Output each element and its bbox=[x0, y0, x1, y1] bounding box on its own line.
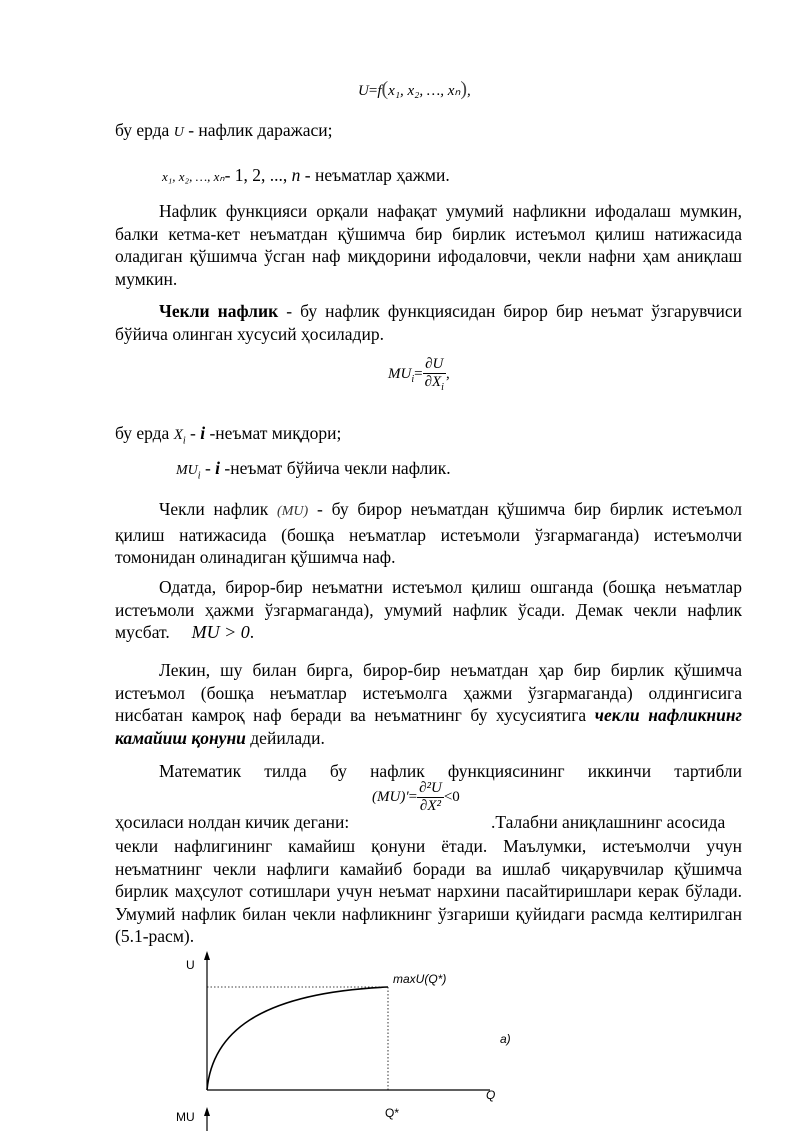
paragraph-second-derivative-rest: чекли нафлигининг камайиш қонуни ётади. Маълумки, истеъмолчи учун неъматнинг чекли нафлиги камайиб боради ва ишлаб чиқарувчилар қўшимча бирлик маҳсулот сотишлари учун неъмат нархини пасайтиришлари керак бўлади. Умумий нафлик билан чекли нафликнинг ўзгариши қуйидаги расмда келтирилган (5.1-расм). bbox=[115, 836, 742, 946]
y-axis-mu-label: MU bbox=[176, 1110, 195, 1124]
paragraph-diminishing-law: Лекин, шу билан бирга, бирор-бир неъматдан ҳар бир бирлик қўшимча истеъмол (бошқа неъматлар истеъмолга ҳажми ўзгармаганда) олдингисига нисбатан камроқ наф беради ва неъматнинг бу хусусиятига чекли нафликнинг камайиш қонуни дейилади. bbox=[115, 660, 742, 748]
definition-u: бу ерда U - нафлик даражаси; bbox=[115, 120, 333, 140]
utility-figure-axes bbox=[207, 953, 490, 1131]
utility-figure bbox=[160, 945, 540, 1131]
paragraph-marginal-utility-definition: Чекли нафлик - бу нафлик функциясидан бирор бир неъмат ўзгарувчиси бўйича олинган хусусий ҳосиладир. bbox=[115, 301, 742, 344]
definition-x: x₁, x₂, …, xₙ- 1, 2, ..., n - неъматлар ҳажми. bbox=[162, 165, 450, 185]
x-axis-q-label: Q bbox=[486, 1088, 496, 1102]
second-derivative-formula: (MU)′= $\frac{\text{∂²U}}{\text{∂X²}}$ <0 bbox=[372, 780, 460, 814]
paragraph-utility-function: Нафлик функцияси орқали нафақат умумий нафликни ифодалаш мумкин, балки кетма-кет неъматдан қўшимча бир бирлик истеъмол қилиш натижасида оладиган қўшимча ўсган наф миқдорини ифодаловчи, чекли нафни ҳам аниқлаш мумкин. bbox=[115, 201, 742, 289]
marginal-utility-formula: $MU_i=$ $\frac{\partial U}{\partial X_i}$ , bbox=[388, 356, 450, 393]
y-axis-u-arrow bbox=[204, 951, 210, 960]
paragraph-positive-marginal-utility: Одатда, бирор-бир неъматни истеъмол қилиш ошганда (бошқа неъматлар истеъмоли ҳажми ўзгармаганда), умумий нафлик ўсади. Демак чекли нафлик мусбат. MU > 0. bbox=[115, 577, 742, 642]
y-axis-mu-arrow bbox=[204, 1107, 210, 1116]
definition-xi: бу ерда $X_i$ - i -неъмат миқдори; bbox=[115, 423, 342, 447]
max-utility-label: maxU(Q*) bbox=[393, 972, 447, 986]
paragraph-marginal-utility-meaning: Чекли нафлик (MU) - бу бирор неъматдан қўшимча бир бирлик истеъмол қилиш натижасида (бошқа неъматлар истеъмоли ўзгармаганда) истеъмолчи томонидан олинадиган қўшимча наф. bbox=[115, 499, 743, 567]
panel-label: a) bbox=[500, 1032, 511, 1046]
qstar-label: Q* bbox=[385, 1106, 400, 1120]
y-axis-u-label: U bbox=[186, 958, 195, 972]
definition-mui: $MU_i$ - i -неъмат бўйича чекли нафлик. bbox=[176, 458, 451, 482]
total-utility-curve bbox=[207, 987, 388, 1090]
utility-function-formula: U=f(x₁, x₂, …, xₙ), bbox=[358, 78, 471, 100]
paragraph-second-derivative-line2a: ҳосиласи нолдан кичик дегани: bbox=[115, 812, 350, 832]
paragraph-second-derivative-line1: Математик тилда бу нафлик функциясининг иккинчи тартибли bbox=[159, 761, 742, 781]
paragraph-second-derivative-line2b: .Талабни аниқлашнинг асосида bbox=[491, 812, 726, 832]
